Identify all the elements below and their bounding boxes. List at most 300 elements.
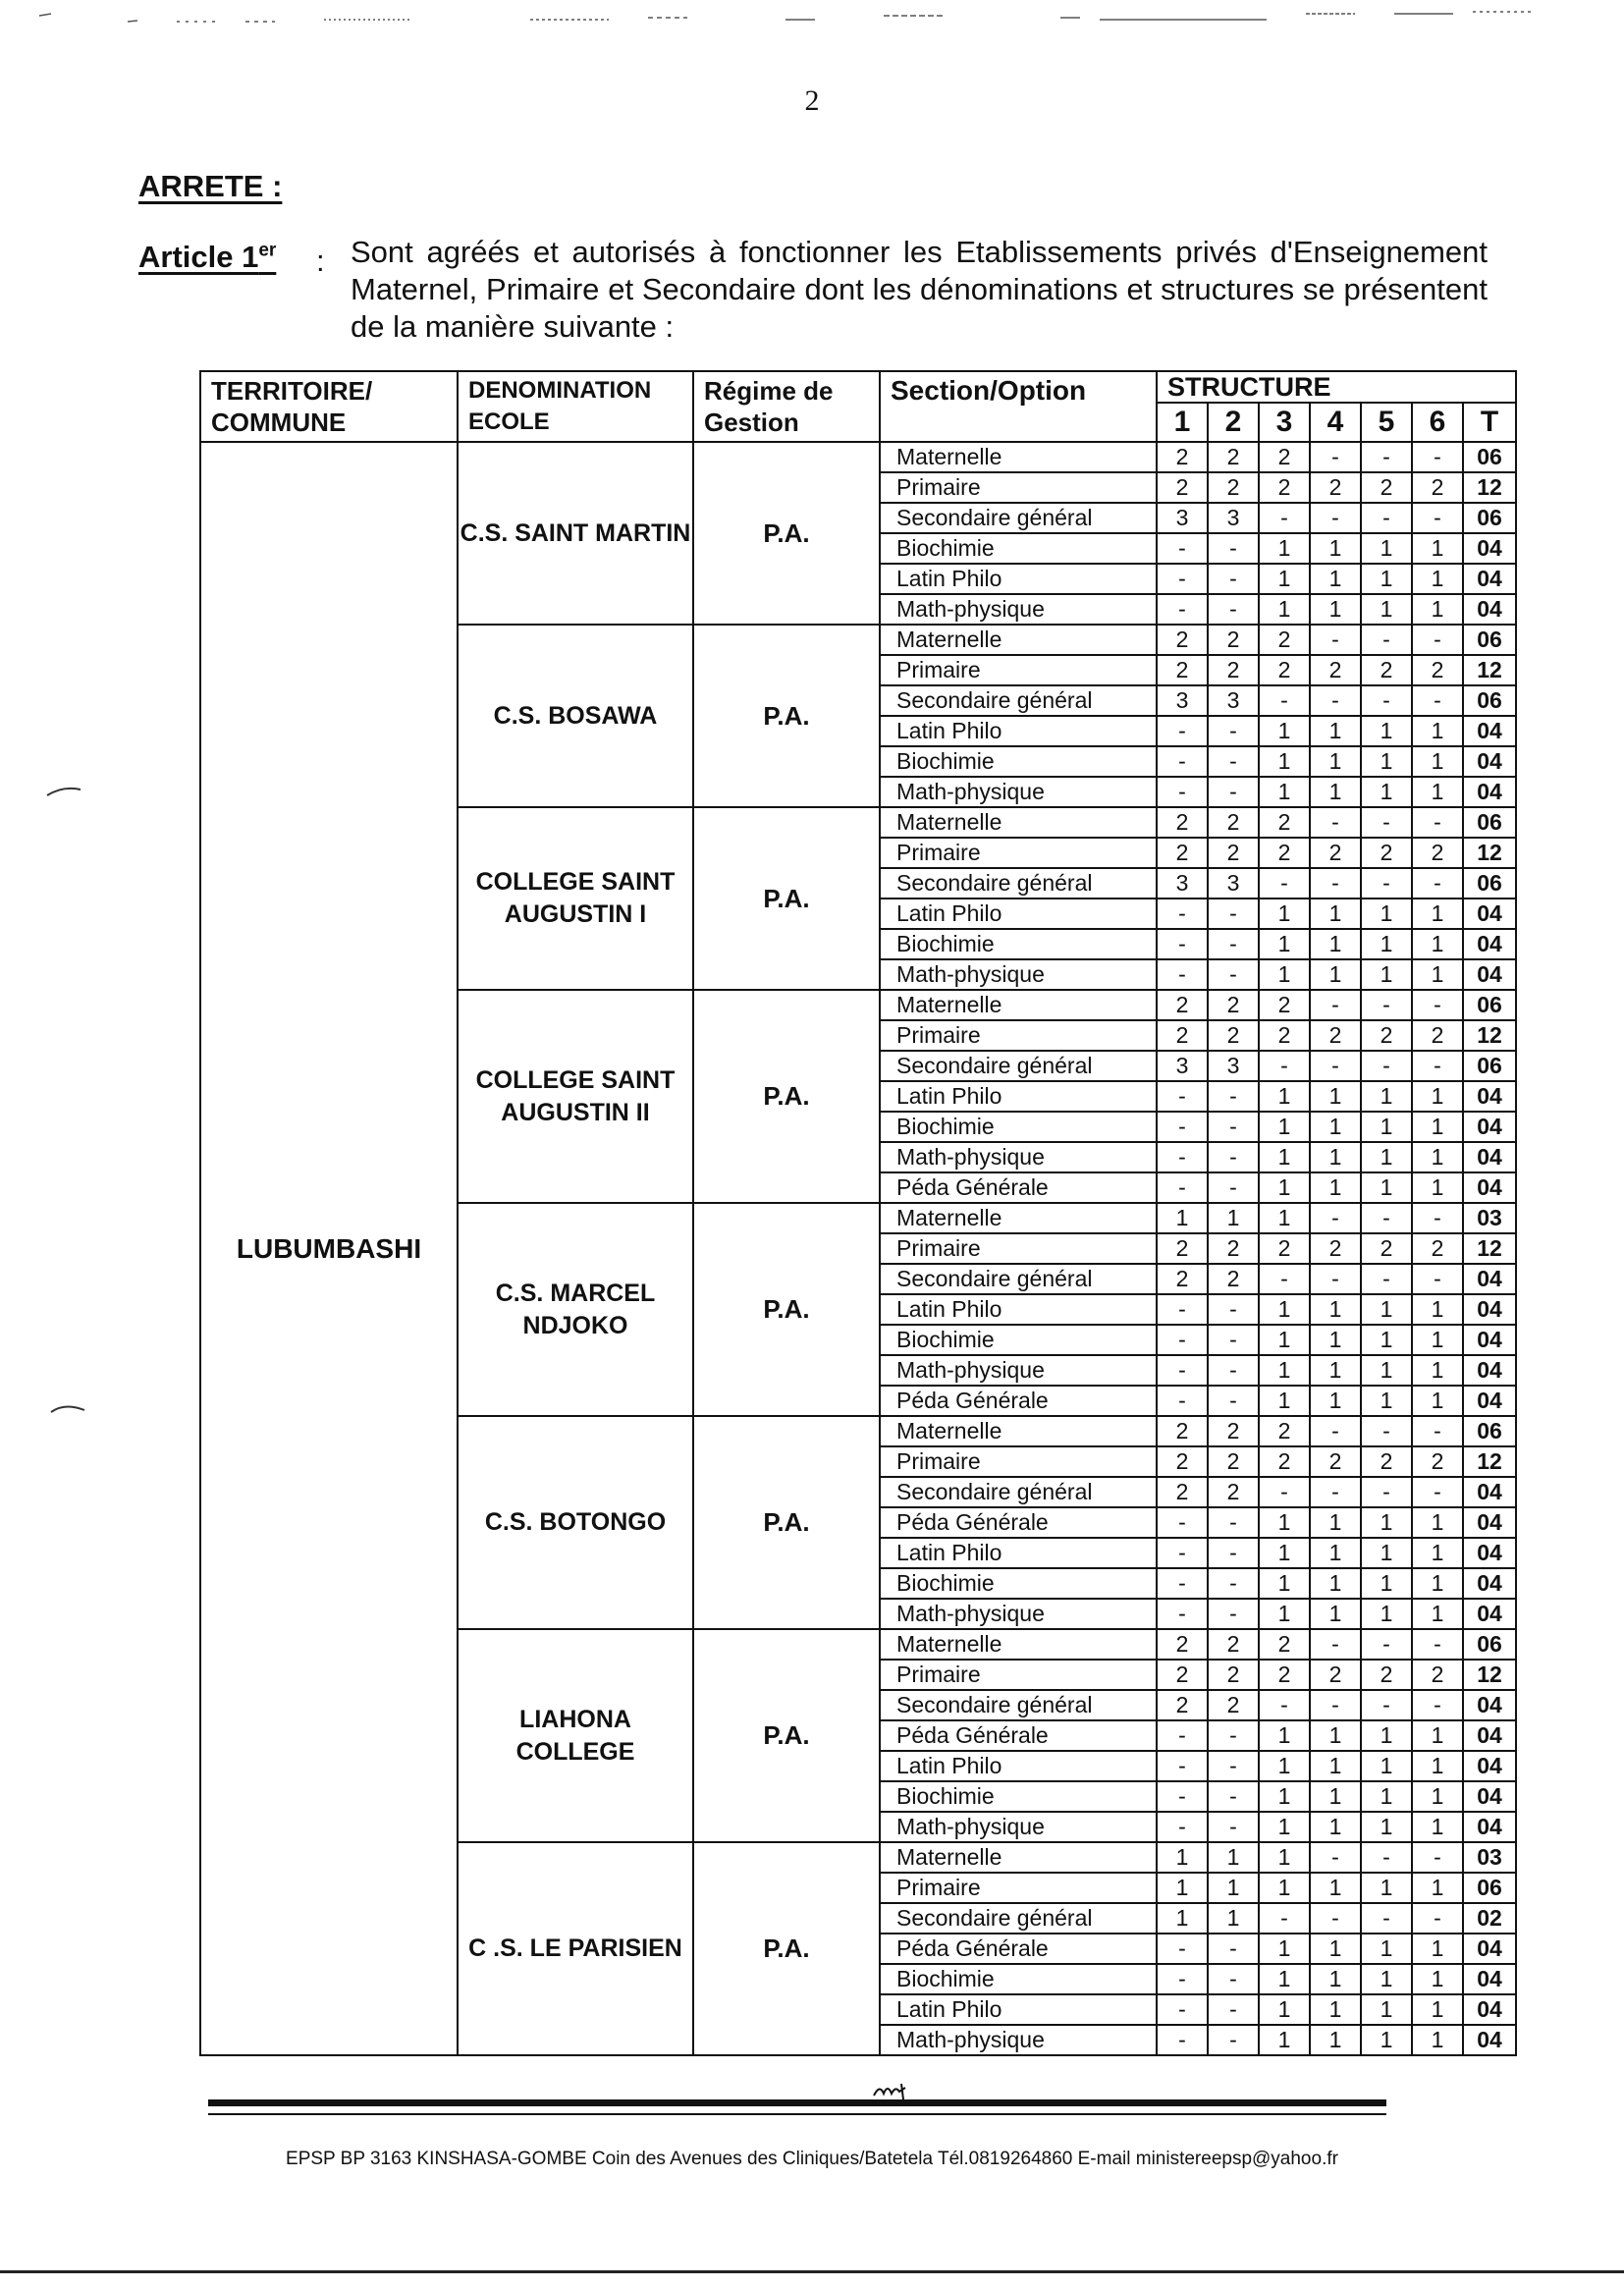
structure-count-year-2: - [1208, 1355, 1259, 1386]
structure-count-year-1: - [1157, 533, 1208, 564]
section-option: Secondaire général [880, 503, 1157, 533]
structure-count-year-3: 1 [1259, 564, 1310, 594]
structure-count-year-3: 2 [1259, 990, 1310, 1020]
heading-arrete: ARRETE : [138, 169, 283, 203]
structure-count-year-6: - [1412, 625, 1463, 655]
section-option: Math-physique [880, 1355, 1157, 1386]
section-option: Biochimie [880, 746, 1157, 777]
structure-total: 04 [1463, 1386, 1516, 1416]
section-option: Latin Philo [880, 1751, 1157, 1781]
structure-count-year-6: 1 [1412, 1720, 1463, 1751]
structure-total: 04 [1463, 1325, 1516, 1355]
structure-count-year-5: 1 [1361, 1172, 1412, 1203]
structure-count-year-2: - [1208, 899, 1259, 929]
structure-count-year-4: 1 [1310, 1873, 1361, 1903]
structure-count-year-4: 1 [1310, 1112, 1361, 1142]
structure-count-year-4: 1 [1310, 777, 1361, 807]
structure-total: 04 [1463, 1964, 1516, 1994]
structure-count-year-5: - [1361, 625, 1412, 655]
header-col-2: 2 [1208, 403, 1259, 442]
structure-count-year-3: 1 [1259, 1172, 1310, 1203]
structure-count-year-5: - [1361, 503, 1412, 533]
structure-count-year-1: 2 [1157, 838, 1208, 868]
structure-count-year-2: 2 [1208, 1446, 1259, 1477]
structure-count-year-1: - [1157, 1172, 1208, 1203]
structure-count-year-1: - [1157, 594, 1208, 625]
structure-count-year-3: 2 [1259, 1446, 1310, 1477]
structure-count-year-1: 2 [1157, 1020, 1208, 1051]
structure-total: 06 [1463, 685, 1516, 716]
structure-count-year-5: 1 [1361, 2025, 1412, 2055]
structure-count-year-5: 2 [1361, 472, 1412, 503]
structure-count-year-4: - [1310, 1629, 1361, 1660]
structure-count-year-4: 1 [1310, 1964, 1361, 1994]
structure-count-year-5: 1 [1361, 1325, 1412, 1355]
section-option: Math-physique [880, 1599, 1157, 1629]
structure-count-year-3: 2 [1259, 655, 1310, 685]
section-option: Math-physique [880, 777, 1157, 807]
structure-count-year-6: 1 [1412, 1812, 1463, 1842]
structure-count-year-2: 2 [1208, 807, 1259, 838]
structure-count-year-1: - [1157, 1964, 1208, 1994]
structure-count-year-2: 1 [1208, 1903, 1259, 1934]
structure-count-year-1: 2 [1157, 1690, 1208, 1720]
structure-count-year-5: 1 [1361, 564, 1412, 594]
structure-count-year-4: 1 [1310, 594, 1361, 625]
structure-count-year-6: 1 [1412, 594, 1463, 625]
structure-count-year-3: - [1259, 868, 1310, 899]
structure-count-year-6: - [1412, 990, 1463, 1020]
structure-count-year-4: 1 [1310, 1812, 1361, 1842]
section-option: Maternelle [880, 1203, 1157, 1233]
structure-total: 06 [1463, 625, 1516, 655]
structure-count-year-6: 1 [1412, 1507, 1463, 1538]
structure-count-year-1: - [1157, 959, 1208, 990]
structure-total: 04 [1463, 959, 1516, 990]
structure-count-year-4: 1 [1310, 1142, 1361, 1172]
structure-count-year-4: 1 [1310, 1568, 1361, 1599]
structure-count-year-4: 1 [1310, 1507, 1361, 1538]
structure-count-year-2: - [1208, 1964, 1259, 1994]
structure-count-year-3: 1 [1259, 1325, 1310, 1355]
structure-total: 04 [1463, 1568, 1516, 1599]
school-structure-table [199, 370, 1517, 2056]
structure-count-year-4: 1 [1310, 1934, 1361, 1964]
structure-count-year-2: - [1208, 1751, 1259, 1781]
section-option: Péda Générale [880, 1720, 1157, 1751]
structure-count-year-2: 1 [1208, 1203, 1259, 1233]
structure-total: 02 [1463, 1903, 1516, 1934]
structure-total: 06 [1463, 442, 1516, 472]
section-option: Secondaire général [880, 1051, 1157, 1081]
section-option: Primaire [880, 1446, 1157, 1477]
structure-count-year-6: 1 [1412, 1994, 1463, 2025]
structure-total: 04 [1463, 899, 1516, 929]
section-option: Latin Philo [880, 1081, 1157, 1112]
structure-count-year-5: 1 [1361, 1112, 1412, 1142]
structure-count-year-4: 1 [1310, 1325, 1361, 1355]
structure-count-year-1: 2 [1157, 1629, 1208, 1660]
structure-count-year-3: 1 [1259, 1081, 1310, 1112]
structure-count-year-5: - [1361, 1416, 1412, 1446]
structure-count-year-3: 2 [1259, 625, 1310, 655]
table-header [200, 371, 1516, 442]
structure-total: 04 [1463, 777, 1516, 807]
structure-count-year-1: - [1157, 1355, 1208, 1386]
section-option: Primaire [880, 1660, 1157, 1690]
structure-count-year-1: 2 [1157, 1416, 1208, 1446]
structure-count-year-6: - [1412, 1051, 1463, 1081]
structure-count-year-3: - [1259, 1903, 1310, 1934]
structure-count-year-4: 1 [1310, 959, 1361, 990]
structure-count-year-2: 2 [1208, 1416, 1259, 1446]
structure-count-year-6: 1 [1412, 1081, 1463, 1112]
structure-count-year-1: 2 [1157, 1264, 1208, 1294]
section-option: Biochimie [880, 1964, 1157, 1994]
structure-count-year-3: 1 [1259, 594, 1310, 625]
structure-count-year-4: - [1310, 868, 1361, 899]
section-option: Math-physique [880, 594, 1157, 625]
section-option: Primaire [880, 1020, 1157, 1051]
section-option: Primaire [880, 838, 1157, 868]
structure-count-year-3: 1 [1259, 533, 1310, 564]
structure-count-year-1: 1 [1157, 1903, 1208, 1934]
structure-count-year-3: 1 [1259, 1203, 1310, 1233]
structure-count-year-3: - [1259, 1264, 1310, 1294]
school-name: C .S. LE PARISIEN [458, 1842, 693, 2055]
structure-count-year-2: 2 [1208, 838, 1259, 868]
structure-count-year-4: - [1310, 625, 1361, 655]
table-body [200, 442, 1516, 2055]
section-option: Latin Philo [880, 1994, 1157, 2025]
structure-count-year-4: 1 [1310, 1081, 1361, 1112]
structure-count-year-1: - [1157, 1386, 1208, 1416]
structure-count-year-3: 1 [1259, 2025, 1310, 2055]
structure-count-year-4: 1 [1310, 1599, 1361, 1629]
school-name: COLLEGE SAINT AUGUSTIN II [458, 990, 693, 1203]
structure-count-year-2: - [1208, 1081, 1259, 1112]
header-col-3: 3 [1259, 403, 1310, 442]
structure-count-year-6: - [1412, 1477, 1463, 1507]
header-structure: STRUCTURE [1157, 371, 1516, 403]
structure-count-year-2: - [1208, 929, 1259, 959]
structure-count-year-4: - [1310, 1842, 1361, 1873]
structure-count-year-4: 2 [1310, 838, 1361, 868]
structure-count-year-5: 1 [1361, 929, 1412, 959]
section-option: Biochimie [880, 533, 1157, 564]
structure-count-year-3: 1 [1259, 716, 1310, 746]
structure-count-year-4: 2 [1310, 1020, 1361, 1051]
structure-count-year-1: - [1157, 1081, 1208, 1112]
structure-count-year-6: 1 [1412, 1294, 1463, 1325]
structure-count-year-4: 1 [1310, 746, 1361, 777]
section-option: Maternelle [880, 1842, 1157, 1873]
structure-total: 12 [1463, 838, 1516, 868]
structure-total: 04 [1463, 1142, 1516, 1172]
structure-count-year-6: - [1412, 807, 1463, 838]
structure-count-year-3: 1 [1259, 1751, 1310, 1781]
structure-count-year-6: 1 [1412, 1538, 1463, 1568]
structure-count-year-6: 1 [1412, 1112, 1463, 1142]
structure-count-year-5: 1 [1361, 1934, 1412, 1964]
section-option: Math-physique [880, 1142, 1157, 1172]
structure-total: 06 [1463, 503, 1516, 533]
structure-count-year-1: 1 [1157, 1203, 1208, 1233]
structure-count-year-2: 2 [1208, 1020, 1259, 1051]
structure-count-year-5: - [1361, 685, 1412, 716]
structure-count-year-2: 2 [1208, 1477, 1259, 1507]
commune-cell: LUBUMBASHI [200, 442, 458, 2055]
structure-count-year-5: 1 [1361, 1507, 1412, 1538]
structure-count-year-2: - [1208, 1507, 1259, 1538]
structure-count-year-5: 1 [1361, 1812, 1412, 1842]
scan-edge-bottom [0, 2270, 1624, 2273]
structure-count-year-1: 3 [1157, 503, 1208, 533]
structure-count-year-2: - [1208, 1568, 1259, 1599]
structure-count-year-6: 1 [1412, 564, 1463, 594]
article-colon: : [316, 244, 325, 278]
structure-total: 06 [1463, 990, 1516, 1020]
structure-count-year-6: 1 [1412, 1325, 1463, 1355]
header-denomination: DENOMINATION ECOLE [458, 371, 693, 442]
structure-count-year-4: 1 [1310, 1751, 1361, 1781]
structure-count-year-5: 1 [1361, 777, 1412, 807]
school-name: LIAHONA COLLEGE [458, 1629, 693, 1842]
structure-count-year-6: 2 [1412, 1020, 1463, 1051]
structure-count-year-5: 1 [1361, 1781, 1412, 1812]
structure-count-year-1: - [1157, 1142, 1208, 1172]
structure-count-year-2: 2 [1208, 1233, 1259, 1264]
structure-count-year-2: - [1208, 1781, 1259, 1812]
structure-count-year-6: 2 [1412, 1233, 1463, 1264]
margin-scan-mark [49, 1402, 88, 1414]
structure-count-year-5: - [1361, 1264, 1412, 1294]
structure-count-year-4: 2 [1310, 1660, 1361, 1690]
structure-count-year-3: - [1259, 1690, 1310, 1720]
regime-gestion: P.A. [693, 442, 880, 625]
header-col-6: 6 [1412, 403, 1463, 442]
structure-count-year-3: 1 [1259, 1812, 1310, 1842]
structure-count-year-6: 1 [1412, 533, 1463, 564]
structure-count-year-6: 2 [1412, 655, 1463, 685]
structure-count-year-6: - [1412, 1842, 1463, 1873]
section-option: Math-physique [880, 1812, 1157, 1842]
structure-count-year-4: 1 [1310, 716, 1361, 746]
structure-count-year-4: - [1310, 807, 1361, 838]
structure-count-year-1: - [1157, 1781, 1208, 1812]
structure-count-year-6: 1 [1412, 1355, 1463, 1386]
structure-count-year-2: - [1208, 2025, 1259, 2055]
structure-count-year-2: - [1208, 1172, 1259, 1203]
structure-count-year-2: - [1208, 716, 1259, 746]
structure-total: 06 [1463, 1629, 1516, 1660]
structure-count-year-4: 1 [1310, 899, 1361, 929]
section-option: Maternelle [880, 990, 1157, 1020]
structure-total: 06 [1463, 868, 1516, 899]
section-option: Maternelle [880, 1416, 1157, 1446]
structure-count-year-3: - [1259, 1051, 1310, 1081]
structure-count-year-3: 2 [1259, 1233, 1310, 1264]
structure-count-year-6: 1 [1412, 929, 1463, 959]
structure-count-year-5: 2 [1361, 1446, 1412, 1477]
structure-count-year-5: 1 [1361, 1294, 1412, 1325]
structure-total: 04 [1463, 594, 1516, 625]
structure-count-year-6: 1 [1412, 1386, 1463, 1416]
structure-count-year-1: 2 [1157, 1477, 1208, 1507]
structure-count-year-2: - [1208, 746, 1259, 777]
structure-count-year-5: 1 [1361, 1964, 1412, 1994]
structure-count-year-3: 1 [1259, 1842, 1310, 1873]
structure-total: 04 [1463, 1538, 1516, 1568]
structure-total: 12 [1463, 1233, 1516, 1264]
structure-count-year-6: 1 [1412, 1172, 1463, 1203]
section-option: Secondaire général [880, 1477, 1157, 1507]
structure-count-year-6: 1 [1412, 716, 1463, 746]
section-option: Maternelle [880, 442, 1157, 472]
structure-count-year-2: 2 [1208, 625, 1259, 655]
structure-count-year-4: 1 [1310, 1994, 1361, 2025]
structure-count-year-1: 2 [1157, 442, 1208, 472]
structure-count-year-4: - [1310, 1051, 1361, 1081]
structure-count-year-6: 1 [1412, 777, 1463, 807]
structure-count-year-2: 3 [1208, 685, 1259, 716]
structure-total: 04 [1463, 929, 1516, 959]
footer-rule-thick [208, 2099, 1386, 2106]
regime-gestion: P.A. [693, 1842, 880, 2055]
structure-total: 06 [1463, 807, 1516, 838]
structure-total: 04 [1463, 1934, 1516, 1964]
structure-count-year-5: 2 [1361, 1233, 1412, 1264]
structure-total: 12 [1463, 1020, 1516, 1051]
structure-total: 04 [1463, 1812, 1516, 1842]
structure-count-year-3: - [1259, 1477, 1310, 1507]
structure-total: 12 [1463, 655, 1516, 685]
structure-count-year-3: 2 [1259, 1416, 1310, 1446]
structure-count-year-3: 1 [1259, 1964, 1310, 1994]
structure-total: 04 [1463, 1751, 1516, 1781]
section-option: Maternelle [880, 807, 1157, 838]
footer-address: EPSP BP 3163 KINSHASA-GOMBE Coin des Avenues des Cliniques/Batetela Tél.0819264860 E-mail ministereepsp@yahoo.fr [286, 2149, 1338, 2169]
structure-count-year-6: - [1412, 1203, 1463, 1233]
structure-count-year-3: 1 [1259, 959, 1310, 990]
section-option: Primaire [880, 1233, 1157, 1264]
structure-count-year-2: - [1208, 1325, 1259, 1355]
structure-count-year-5: - [1361, 1842, 1412, 1873]
structure-count-year-6: - [1412, 1903, 1463, 1934]
structure-count-year-5: - [1361, 868, 1412, 899]
structure-count-year-1: - [1157, 1934, 1208, 1964]
regime-gestion: P.A. [693, 1629, 880, 1842]
structure-count-year-5: 2 [1361, 1660, 1412, 1690]
school-name: C.S. BOTONGO [458, 1416, 693, 1629]
structure-count-year-6: 1 [1412, 2025, 1463, 2055]
section-option: Math-physique [880, 959, 1157, 990]
structure-count-year-1: - [1157, 2025, 1208, 2055]
structure-count-year-2: - [1208, 1386, 1259, 1416]
structure-count-year-1: - [1157, 899, 1208, 929]
section-option: Secondaire général [880, 685, 1157, 716]
structure-total: 04 [1463, 716, 1516, 746]
section-option: Latin Philo [880, 564, 1157, 594]
structure-total: 06 [1463, 1873, 1516, 1903]
structure-count-year-5: - [1361, 1477, 1412, 1507]
structure-count-year-5: 1 [1361, 1720, 1412, 1751]
structure-count-year-5: 1 [1361, 533, 1412, 564]
structure-count-year-4: 1 [1310, 1172, 1361, 1203]
regime-gestion: P.A. [693, 1203, 880, 1416]
section-option: Primaire [880, 472, 1157, 503]
header-section-option: Section/Option [880, 371, 1157, 442]
structure-count-year-5: - [1361, 1629, 1412, 1660]
structure-count-year-5: 1 [1361, 899, 1412, 929]
structure-count-year-4: 1 [1310, 1294, 1361, 1325]
section-option: Maternelle [880, 1629, 1157, 1660]
header-territoire: TERRITOIRE/ COMMUNE [200, 371, 458, 442]
section-option: Biochimie [880, 1781, 1157, 1812]
structure-count-year-1: - [1157, 1112, 1208, 1142]
structure-count-year-1: - [1157, 746, 1208, 777]
header-col-4: 4 [1310, 403, 1361, 442]
structure-total: 04 [1463, 533, 1516, 564]
structure-count-year-2: - [1208, 777, 1259, 807]
structure-count-year-2: - [1208, 594, 1259, 625]
structure-count-year-3: 1 [1259, 1112, 1310, 1142]
section-option: Péda Générale [880, 1507, 1157, 1538]
section-option: Biochimie [880, 1325, 1157, 1355]
structure-count-year-3: 1 [1259, 1507, 1310, 1538]
structure-count-year-4: 2 [1310, 472, 1361, 503]
section-option: Péda Générale [880, 1934, 1157, 1964]
structure-count-year-1: - [1157, 564, 1208, 594]
section-option: Biochimie [880, 929, 1157, 959]
structure-count-year-4: - [1310, 1264, 1361, 1294]
structure-count-year-6: - [1412, 503, 1463, 533]
structure-count-year-3: 1 [1259, 1294, 1310, 1325]
structure-count-year-6: 1 [1412, 1934, 1463, 1964]
structure-total: 04 [1463, 1081, 1516, 1112]
structure-count-year-3: 2 [1259, 472, 1310, 503]
structure-count-year-3: 1 [1259, 777, 1310, 807]
structure-count-year-5: 1 [1361, 1994, 1412, 2025]
structure-count-year-5: - [1361, 1051, 1412, 1081]
structure-count-year-2: 3 [1208, 868, 1259, 899]
signature-initials [872, 2080, 931, 2101]
structure-count-year-1: 3 [1157, 685, 1208, 716]
structure-count-year-5: 1 [1361, 1751, 1412, 1781]
school-name: COLLEGE SAINT AUGUSTIN I [458, 807, 693, 990]
structure-count-year-4: 2 [1310, 1446, 1361, 1477]
scan-artifacts-top [0, 0, 1624, 29]
footer-rule-thin [208, 2113, 1386, 2115]
structure-count-year-1: 2 [1157, 1446, 1208, 1477]
structure-count-year-2: 3 [1208, 1051, 1259, 1081]
structure-total: 04 [1463, 1781, 1516, 1812]
structure-count-year-5: 1 [1361, 1081, 1412, 1112]
structure-count-year-2: - [1208, 1538, 1259, 1568]
structure-total: 06 [1463, 1416, 1516, 1446]
structure-count-year-6: 1 [1412, 1781, 1463, 1812]
structure-count-year-5: 1 [1361, 1568, 1412, 1599]
structure-total: 06 [1463, 1051, 1516, 1081]
structure-count-year-3: 1 [1259, 929, 1310, 959]
section-option: Latin Philo [880, 1538, 1157, 1568]
structure-count-year-3: 1 [1259, 1994, 1310, 2025]
structure-count-year-6: - [1412, 1416, 1463, 1446]
structure-count-year-1: 3 [1157, 868, 1208, 899]
structure-count-year-6: 1 [1412, 1568, 1463, 1599]
structure-count-year-1: 2 [1157, 1233, 1208, 1264]
structure-count-year-1: - [1157, 1568, 1208, 1599]
